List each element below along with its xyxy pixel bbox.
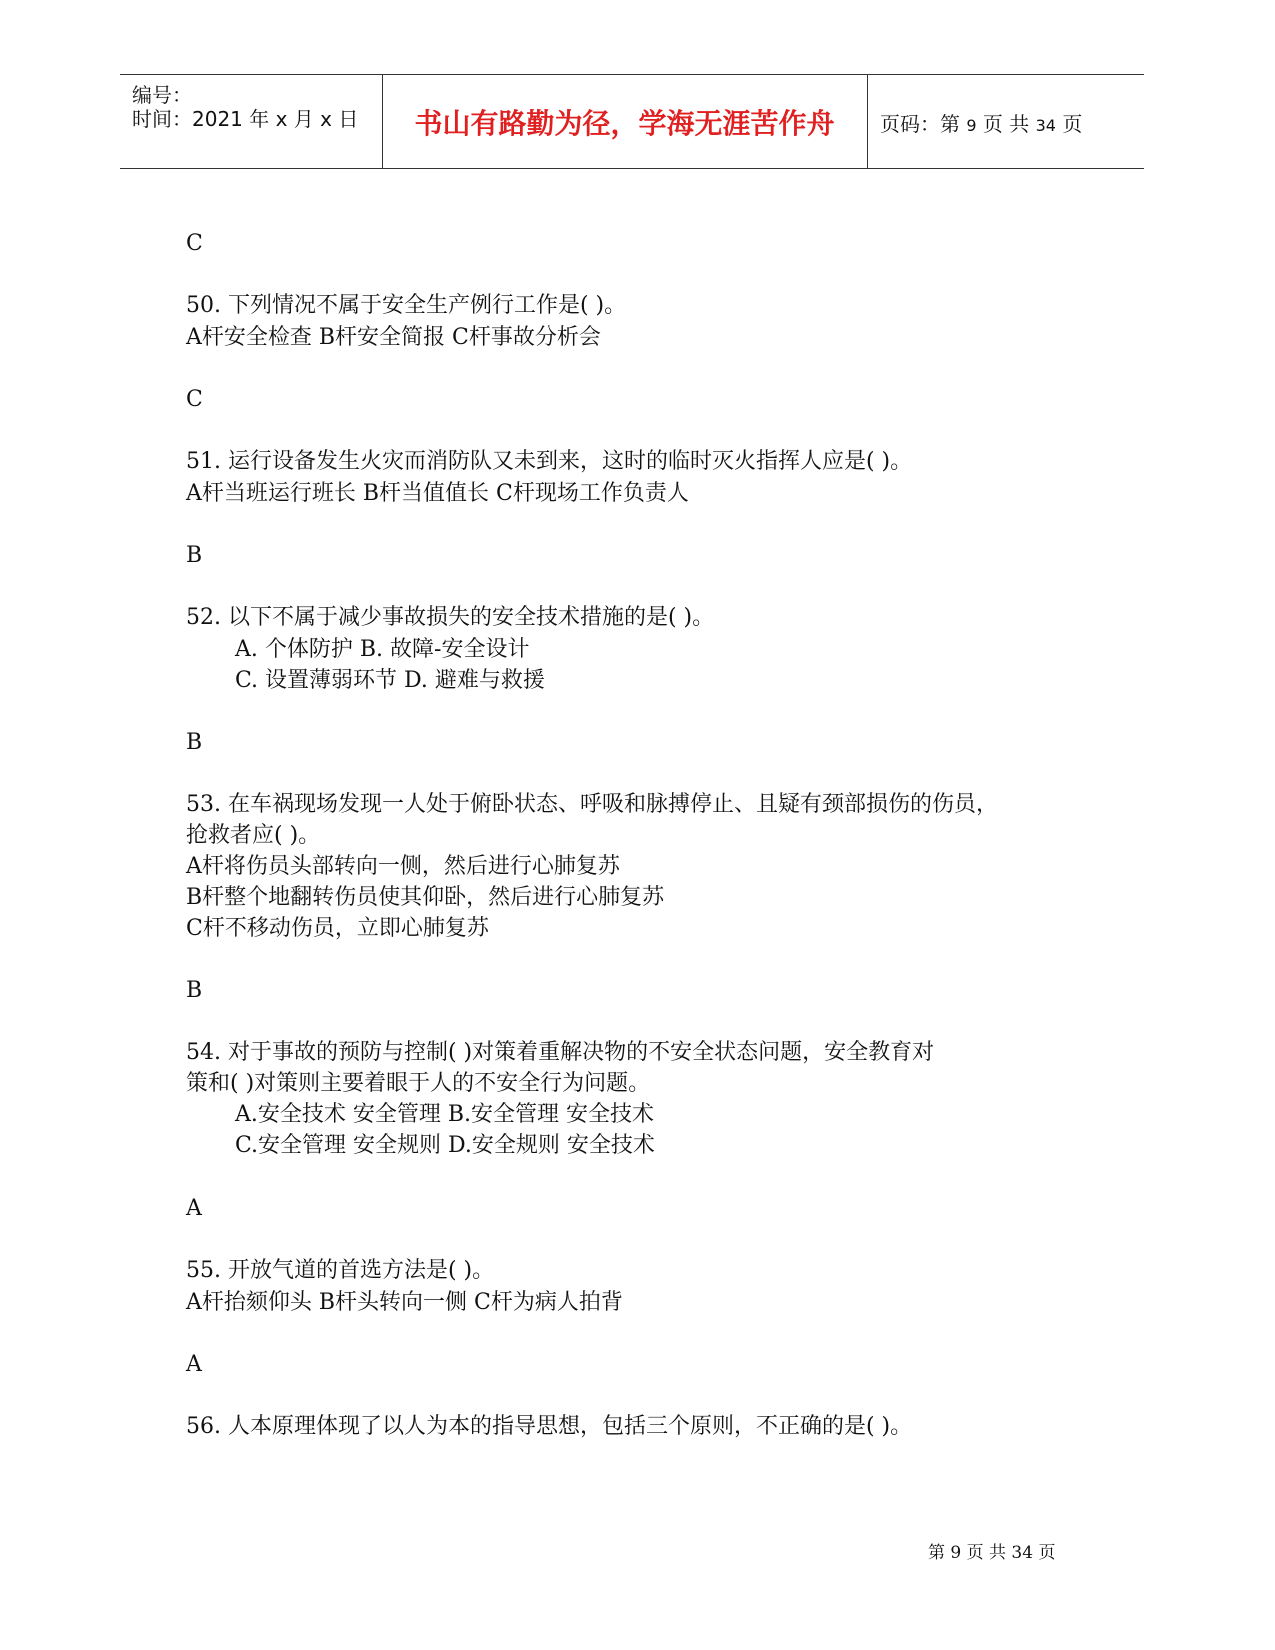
options-52-row1: A. 个体防护 B. 故障-安全设计 xyxy=(235,637,530,662)
options-54-row2: C.安全管理 安全规则 D.安全规则 安全技术 xyxy=(235,1133,655,1158)
question-54-line2: 策和( )对策则主要着眼于人的不安全行为问题。 xyxy=(186,1071,651,1096)
answer-51: B xyxy=(186,543,203,568)
options-50: A杆安全检查 B杆安全简报 C杆事故分析会 xyxy=(186,325,601,350)
answer-52: B xyxy=(186,730,203,755)
header-left-cell xyxy=(120,75,383,168)
question-50: 50. 下列情况不属于安全生产例行工作是( )。 xyxy=(186,293,627,318)
page-code-suffix: 页 xyxy=(1062,112,1083,136)
answer-55: A xyxy=(186,1352,202,1377)
page-code-mid: 页 共 xyxy=(982,112,1030,136)
header-right-cell xyxy=(868,75,1144,168)
page-header xyxy=(120,74,1144,169)
question-52: 52. 以下不属于减少事故损失的安全技术措施的是( )。 xyxy=(186,605,715,630)
motto-title: 书山有路勤为径，学海无涯苦作舟 xyxy=(414,107,835,140)
option-53-b: B杆整个地翻转伤员使其仰卧，然后进行心肺复苏 xyxy=(186,885,665,910)
question-55: 55. 开放气道的首选方法是( )。 xyxy=(186,1258,495,1283)
page-footer: 第 9 页 共 34 页 xyxy=(928,1543,1056,1563)
answer-53: B xyxy=(186,978,203,1003)
page-code xyxy=(880,108,1082,137)
options-54-row1: A.安全技术 安全管理 B.安全管理 安全技术 xyxy=(235,1102,655,1127)
question-53-line2: 抢救者应( )。 xyxy=(186,823,321,848)
page-code-prefix: 页码：第 xyxy=(880,112,960,136)
question-53-line1: 53. 在车祸现场发现一人处于俯卧状态、呼吸和脉搏停止、且疑有颈部损伤的伤员， xyxy=(186,792,998,817)
header-center-cell xyxy=(382,75,868,168)
answer-49: C xyxy=(186,231,203,256)
question-54-line1: 54. 对于事故的预防与控制( )对策着重解决物的不安全状态问题，安全教育对 xyxy=(186,1040,935,1065)
options-55: A杆抬颏仰头 B杆头转向一侧 C杆为病人拍背 xyxy=(186,1290,623,1315)
options-51: A杆当班运行班长 B杆当值值长 C杆现场工作负责人 xyxy=(186,481,689,506)
answer-54: A xyxy=(186,1196,202,1221)
page-total: 34 xyxy=(1035,116,1056,135)
page-current: 9 xyxy=(966,116,977,135)
options-52-row2: C. 设置薄弱环节 D. 避难与救援 xyxy=(235,668,545,693)
number-label: 编号： xyxy=(132,83,192,107)
answer-50: C xyxy=(186,387,203,412)
option-53-c: C杆不移动伤员，立即心肺复苏 xyxy=(186,916,489,941)
question-56: 56. 人本原理体现了以人为本的指导思想，包括三个原则，不正确的是( )。 xyxy=(186,1414,913,1439)
question-51: 51. 运行设备发生火灾而消防队又未到来，这时的临时灭火指挥人应是( )。 xyxy=(186,449,913,474)
option-53-a: A杆将伤员头部转向一侧，然后进行心肺复苏 xyxy=(186,854,620,879)
time-label: 时间：2021 年 x 月 x 日 xyxy=(132,107,359,131)
